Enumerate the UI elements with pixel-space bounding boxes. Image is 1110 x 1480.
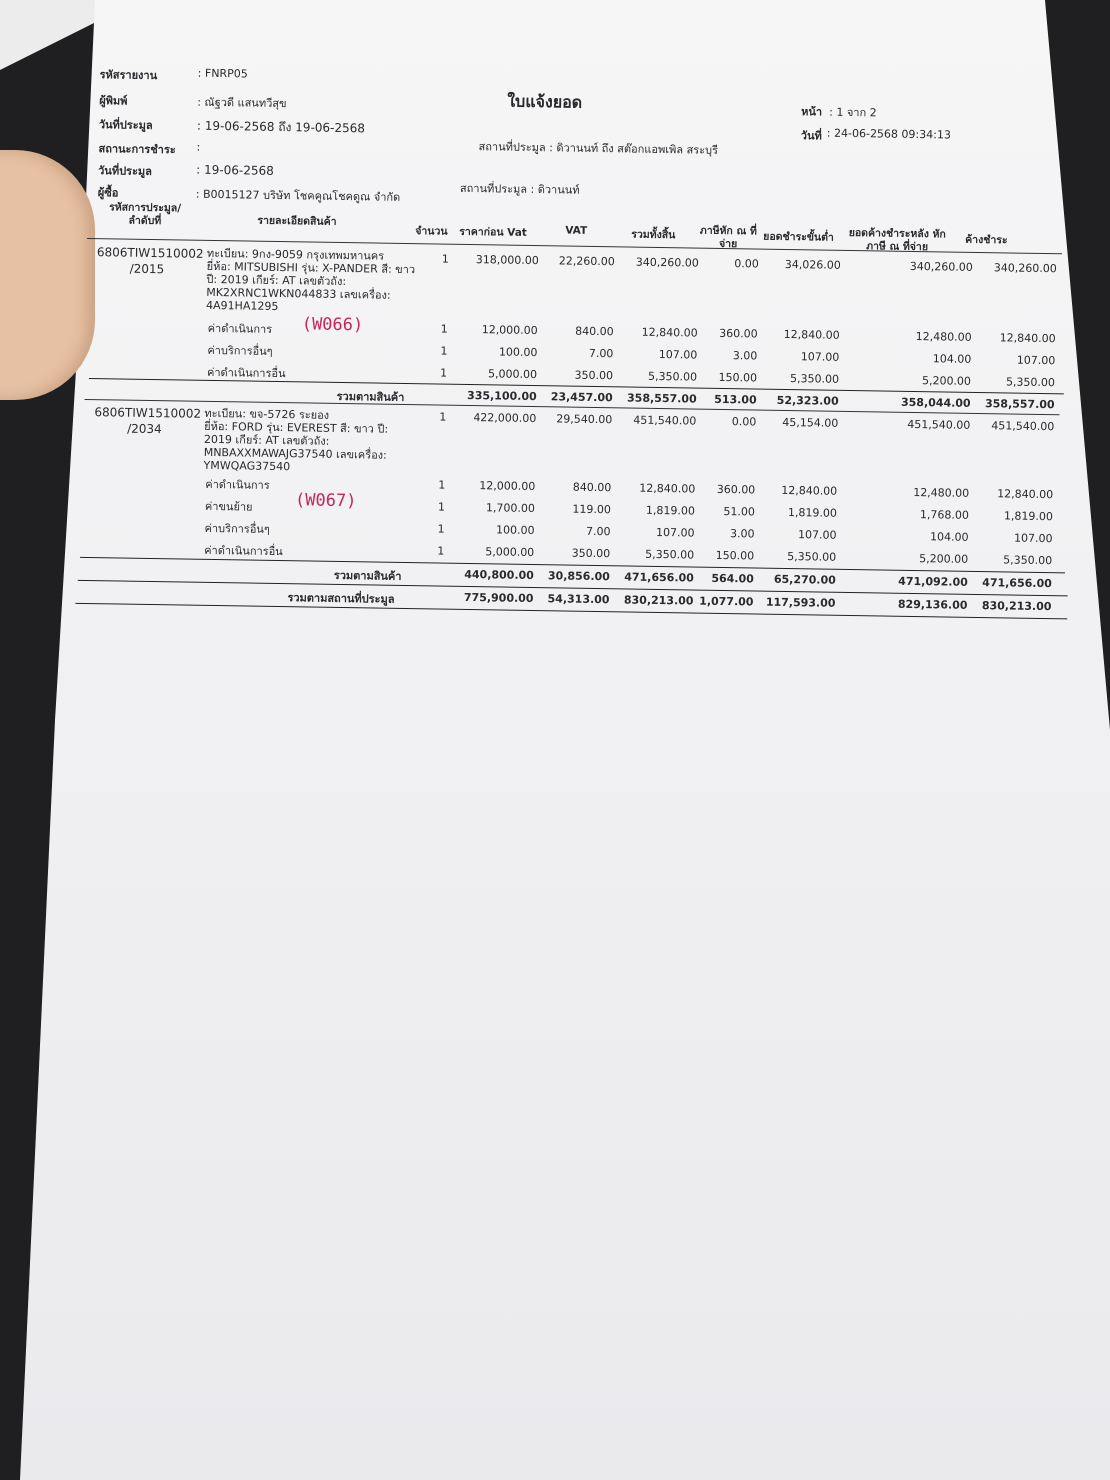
grand-total-row: รวมตามสถานที่ประมูล 775,900.00 54,313.00 830,213.00 1,077.00 117,593.00 829,136.00 830,213.00 <box>287 590 1052 614</box>
group-code: 6806TIW1510002 <box>96 245 204 261</box>
handwritten-note: (W067) <box>294 490 357 512</box>
print-date-label: วันที่ <box>800 129 822 143</box>
table-row: ค่าดำเนินการ 1 12,000.00 840.00 12,840.00 360.00 12,840.00 12,480.00 12,840.00 <box>207 321 1056 346</box>
col-header-vat: VAT <box>565 224 588 237</box>
subtotal-row: รวมตามสินค้า 335,100.00 23,457.00 358,557.00 513.00 52,323.00 358,044.00 358,557.00 <box>336 388 1055 412</box>
report-code-value: : FNRP05 <box>197 66 248 81</box>
group-seq: /2034 <box>127 421 162 437</box>
buyer-label: ผู้ซื้อ <box>97 186 119 200</box>
col-header-detail: รายละเอียดสินค้า <box>257 214 337 228</box>
col-header-qty: จำนวน <box>415 225 448 238</box>
col-header-minpay: ยอดชำระขั้นต่ำ <box>763 230 834 244</box>
table-row: ค่าดำเนินการ 1 12,000.00 840.00 12,840.00 360.00 12,840.00 12,480.00 12,840.00 <box>205 477 1054 502</box>
payment-status-label: สถานะการชำระ <box>98 142 176 157</box>
col-header-code: รหัสการประมูล/ ลำดับที่ <box>109 201 182 228</box>
page-title: ใบแจ้งยอด <box>507 91 583 112</box>
handwritten-note: (W066) <box>301 314 364 336</box>
table-row: ค่าบริการอื่นๆ 1 100.00 7.00 107.00 3.00 107.00 104.00 107.00 <box>204 521 1053 546</box>
group-seq: /2015 <box>129 261 165 277</box>
vehicle-description: ทะเบียน: 9กง-9059 กรุงเทพมหานคร ยี่ห้อ: MITSUBISHI รุ่น: X-PANDER สี: ขาว ปี: 2019 เกียร์: AT เลขตัวถัง: MK2XRNC1WKN044833 เลขเครื่อง: 4A91HA1295 <box>205 246 416 313</box>
print-date-value: : 24-06-2568 09:34:13 <box>826 126 951 142</box>
vehicle-description: ทะเบียน: ขจ-5726 ระยอง ยี่ห้อ: FORD รุ่น: EVEREST สี: ขาว ปี: 2019 เกียร์: AT เลขตัวถัง: MNBAXXMAWAJG37540 เลขเครื่อง: YMWQAG37540 <box>203 406 389 474</box>
subtotal-row: รวมตามสินค้า 440,800.00 30,856.00 471,656.00 564.00 65,270.00 471,092.00 471,656.00 <box>333 567 1052 591</box>
printer-value: : ณัฐวดี แสนทวีสุข <box>197 95 287 111</box>
venue: สถานที่ประมูล : ดิวานนท์ <box>459 181 580 197</box>
col-header-total: รวมทั้งสิ้น <box>631 228 676 242</box>
venue-range: สถานที่ประมูล : ดิวานนท์ ถึง สต๊อกแอพเพิล สระบุรี <box>478 140 719 157</box>
payment-status-value: : <box>196 140 201 154</box>
col-header-after-wht: ยอดค้างชำระหลัง หักภาษี ณ ที่จ่าย <box>848 226 946 254</box>
page-number-label: หน้า <box>801 105 823 119</box>
col-header-outstanding: ค้างชำระ <box>965 233 1008 247</box>
table-row: ค่าบริการอื่นๆ 1 100.00 7.00 107.00 3.00 107.00 104.00 107.00 <box>207 343 1056 368</box>
date-range-label: วันที่ประมูล <box>98 118 153 132</box>
report-code-label: รหัสรายงาน <box>99 68 158 83</box>
col-header-prevat: ราคาก่อน Vat <box>459 225 527 239</box>
buyer-value: : B0015127 บริษัท โชคคูณโชคดูณ จำกัด <box>195 187 401 204</box>
page-number-value: : 1 จาก 2 <box>829 105 877 120</box>
table-row: ค่าดำเนินการอื่น 1 5,000.00 350.00 5,350.00 150.00 5,350.00 5,200.00 5,350.00 <box>204 543 1053 568</box>
group-code: 6806TIW1510002 <box>94 405 202 421</box>
statement-page <box>81 55 1080 670</box>
date-range-value: : 19-06-2568 ถึง 19-06-2568 <box>196 118 366 136</box>
auction-date-value: : 19-06-2568 <box>196 162 274 178</box>
table-row: 1 318,000.00 22,260.00 340,260.00 0.00 34,026.00 340,260.00 340,260.00 <box>441 252 1057 276</box>
printer-label: ผู้พิมพ์ <box>99 94 128 108</box>
table-row: ค่าดำเนินการอื่น 1 5,000.00 350.00 5,350.00 150.00 5,350.00 5,200.00 5,350.00 <box>206 365 1056 390</box>
table-row: 1 422,000.00 29,540.00 451,540.00 0.00 45,154.00 451,540.00 451,540.00 <box>439 410 1055 434</box>
holding-thumb <box>0 150 95 400</box>
auction-date-label: วันที่ประมูล <box>98 164 153 178</box>
table-row: ค่าขนย้าย 1 1,700.00 119.00 1,819.00 51.00 1,819.00 1,768.00 1,819.00 <box>204 499 1053 524</box>
col-header-wht: ภาษีหัก ณ ที่จ่าย <box>699 224 757 251</box>
